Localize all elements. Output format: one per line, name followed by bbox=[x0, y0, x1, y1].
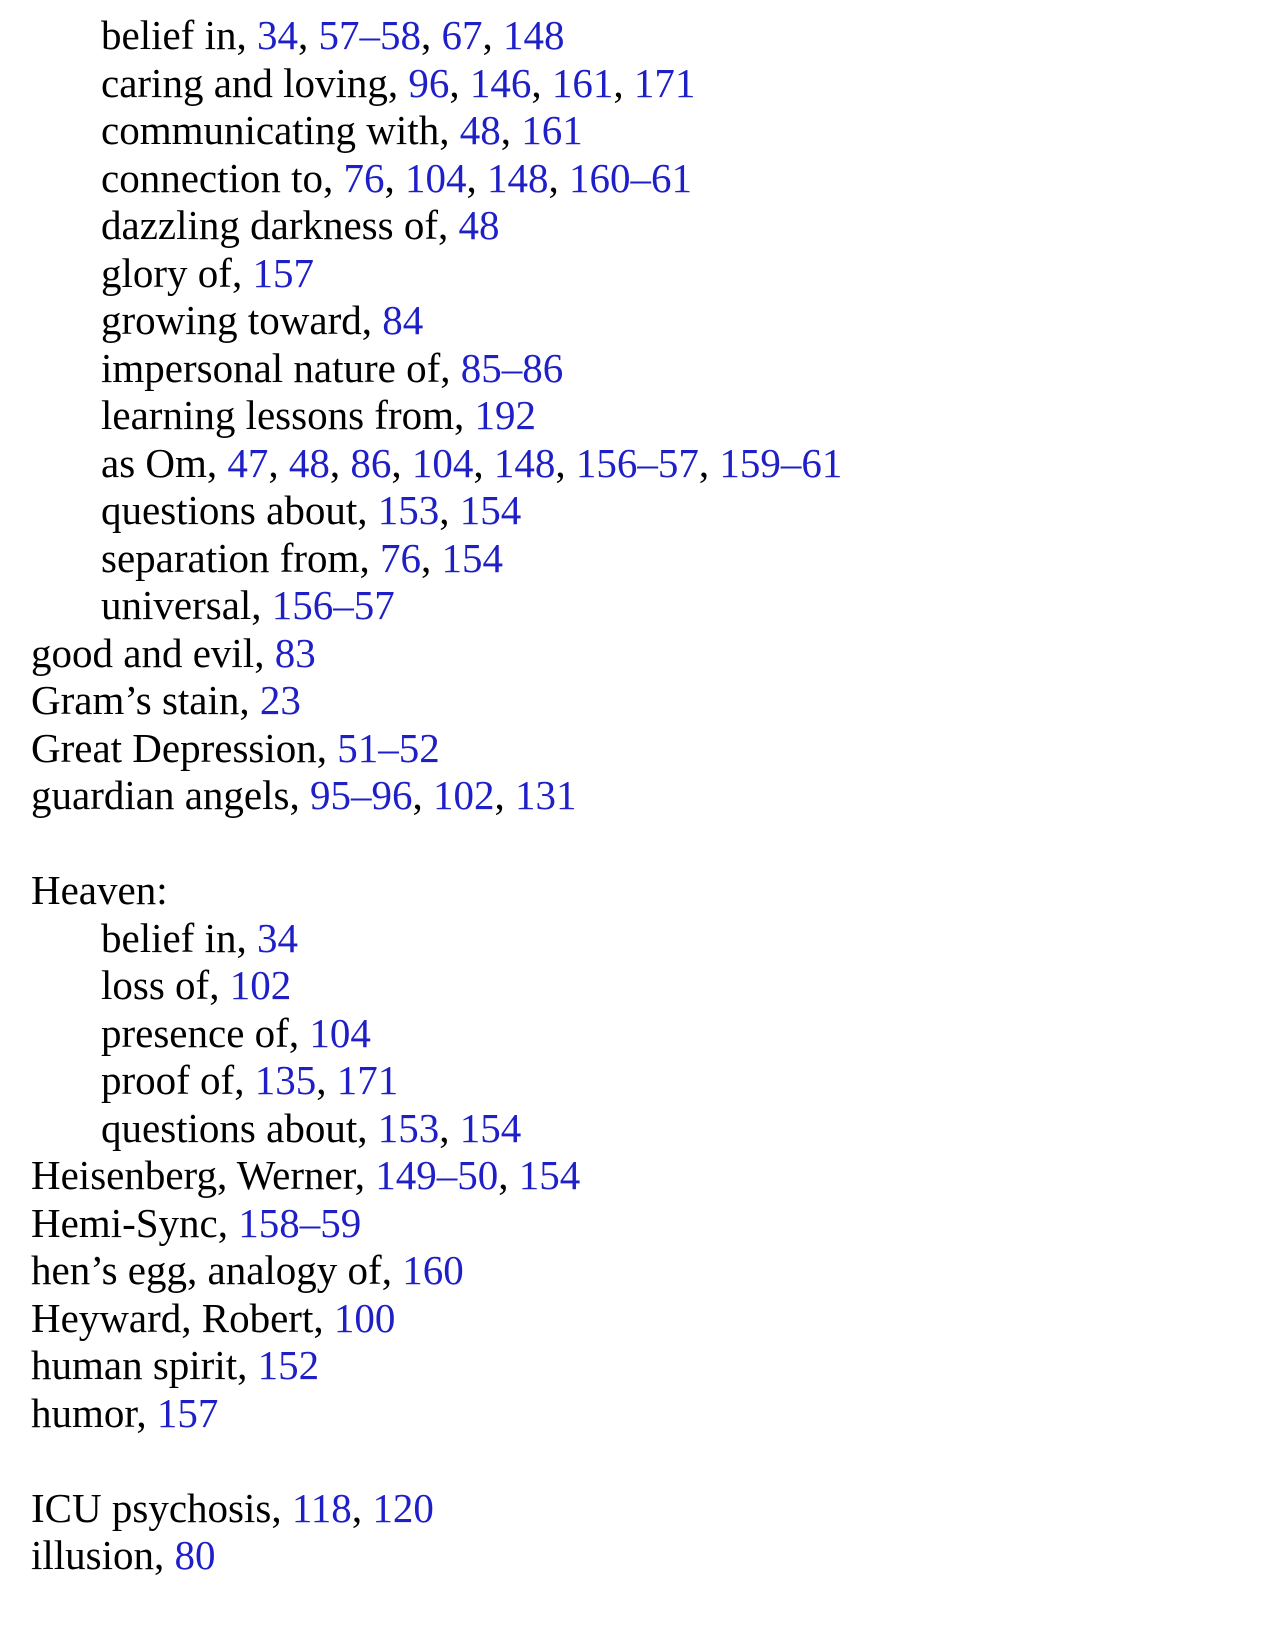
page-link[interactable]: 160–61 bbox=[569, 154, 693, 201]
page-link[interactable]: 156–57 bbox=[271, 582, 395, 628]
page-link[interactable]: 148 bbox=[493, 439, 556, 486]
index-subentry: loss of, 102 bbox=[101, 962, 292, 1008]
index-term: good and evil bbox=[31, 629, 255, 676]
page-link[interactable]: 154 bbox=[459, 487, 522, 533]
index-term: caring and loving bbox=[101, 59, 388, 106]
index-term: illusion bbox=[31, 1532, 155, 1578]
page-link[interactable]: 47 bbox=[227, 439, 269, 486]
page-link[interactable]: 34 bbox=[256, 914, 298, 961]
index-term: Hemi-Sync bbox=[31, 1199, 218, 1246]
index-subentry: proof of, 135, 171 bbox=[101, 1057, 399, 1103]
index-subentry: communicating with, 48, 161 bbox=[101, 107, 583, 153]
index-term: hen’s egg, analogy of bbox=[31, 1247, 382, 1293]
page-link[interactable]: 156–57 bbox=[575, 439, 699, 486]
page-link[interactable]: 104 bbox=[309, 1009, 371, 1056]
index-entry: Heyward, Robert, 100 bbox=[31, 1294, 396, 1341]
index-term: human spirit bbox=[31, 1342, 238, 1388]
index-term: presence of bbox=[101, 1009, 289, 1056]
page-link[interactable]: 153 bbox=[377, 487, 440, 533]
page-link[interactable]: 148 bbox=[487, 154, 549, 201]
index-term: guardian angels bbox=[31, 772, 290, 818]
index-subentry: questions about, 153, 154 bbox=[101, 487, 522, 533]
page-link[interactable]: 57–58 bbox=[318, 12, 421, 58]
page-link[interactable]: 192 bbox=[474, 392, 536, 438]
page-link[interactable]: 104 bbox=[411, 439, 474, 486]
index-entry: ICU psychosis, 118, 120 bbox=[31, 1484, 434, 1531]
index-term: belief in bbox=[101, 914, 237, 961]
index-term: Gram’s stain bbox=[31, 677, 240, 723]
page-link[interactable]: 83 bbox=[274, 629, 316, 676]
index-subentry: glory of, 157 bbox=[101, 249, 314, 296]
page-link[interactable]: 85–86 bbox=[460, 344, 564, 391]
page-link[interactable]: 76 bbox=[379, 534, 421, 581]
page-link[interactable]: 161 bbox=[551, 59, 614, 106]
index-entry: humor, 157 bbox=[31, 1389, 219, 1436]
index-entry: hen’s egg, analogy of, 160 bbox=[31, 1247, 464, 1293]
index-term: proof of bbox=[101, 1057, 235, 1103]
page-link[interactable]: 171 bbox=[336, 1057, 399, 1103]
page-link[interactable]: 102 bbox=[432, 772, 495, 818]
page-link[interactable]: 135 bbox=[254, 1057, 317, 1103]
page-link[interactable]: 154 bbox=[441, 534, 503, 581]
page-link[interactable]: 159–61 bbox=[719, 439, 843, 486]
index-entry: Gram’s stain, 23 bbox=[31, 677, 301, 723]
page-link[interactable]: 100 bbox=[333, 1294, 396, 1341]
page-link[interactable]: 48 bbox=[458, 202, 500, 248]
index-term: belief in bbox=[101, 12, 237, 58]
index-subentry: caring and loving, 96, 146, 161, 171 bbox=[101, 59, 696, 106]
page-link[interactable]: 152 bbox=[257, 1342, 320, 1388]
index-entry: Hemi-Sync, 158–59 bbox=[31, 1199, 362, 1246]
index-term: growing toward bbox=[101, 297, 362, 343]
index-term: Heaven: bbox=[31, 867, 168, 913]
index-subentry: as Om, 47, 48, 86, 104, 148, 156–57, 159–61 bbox=[101, 439, 843, 486]
index-subentry: belief in, 34, 57–58, 67, 148 bbox=[101, 12, 565, 58]
index-subentry: connection to, 76, 104, 148, 160–61 bbox=[101, 154, 693, 201]
page-link[interactable]: 104 bbox=[405, 154, 467, 201]
index-entry: human spirit, 152 bbox=[31, 1342, 320, 1388]
page-link[interactable]: 131 bbox=[514, 772, 577, 818]
index-term: ICU psychosis bbox=[31, 1484, 272, 1531]
index-entry bbox=[0, 867, 1275, 915]
index-entry: guardian angels, 95–96, 102, 131 bbox=[31, 772, 577, 818]
page-link[interactable]: 67 bbox=[441, 12, 483, 58]
page-link[interactable]: 96 bbox=[408, 59, 450, 106]
page-link[interactable]: 171 bbox=[633, 59, 696, 106]
page-link[interactable]: 161 bbox=[521, 107, 583, 153]
index-entry: good and evil, 83 bbox=[31, 629, 316, 676]
page-link[interactable]: 118 bbox=[291, 1484, 352, 1531]
index-spacer bbox=[0, 1437, 1275, 1485]
index-term: dazzling darkness of bbox=[101, 202, 438, 248]
page-link[interactable]: 153 bbox=[377, 1104, 440, 1151]
index-term: universal bbox=[101, 582, 252, 628]
page-link[interactable]: 120 bbox=[372, 1484, 434, 1531]
index-subentry: separation from, 76, 154 bbox=[101, 534, 503, 581]
page-link[interactable]: 48 bbox=[459, 107, 501, 153]
index-subentry: universal, 156–57 bbox=[101, 582, 395, 628]
page-link[interactable]: 149–50 bbox=[375, 1152, 499, 1198]
index-term: Great Depression bbox=[31, 724, 317, 771]
page-link[interactable]: 80 bbox=[174, 1532, 216, 1578]
index-entry: illusion, 80 bbox=[31, 1532, 216, 1578]
page-link[interactable]: 86 bbox=[350, 439, 392, 486]
page-link[interactable]: 51–52 bbox=[337, 724, 440, 771]
page-link[interactable]: 148 bbox=[502, 12, 565, 58]
index-term: separation from bbox=[101, 534, 360, 581]
index-term: glory of bbox=[101, 249, 232, 296]
index-entry: Great Depression, 51–52 bbox=[31, 724, 440, 771]
index-term: communicating with bbox=[101, 107, 440, 153]
index-page bbox=[0, 12, 1275, 1580]
index-subentry: impersonal nature of, 85–86 bbox=[101, 344, 564, 391]
index-term: Heyward, Robert bbox=[31, 1294, 314, 1341]
index-term: learning lessons from bbox=[101, 392, 454, 438]
index-subentry: growing toward, 84 bbox=[101, 297, 424, 343]
index-term: humor bbox=[31, 1389, 137, 1436]
page-link[interactable]: 48 bbox=[288, 439, 330, 486]
index-term: connection to bbox=[101, 154, 324, 201]
index-term: questions about bbox=[101, 1104, 358, 1151]
index-term: questions about bbox=[101, 487, 358, 533]
index-term: impersonal nature of bbox=[101, 344, 441, 391]
page-link[interactable]: 157 bbox=[252, 249, 314, 296]
page-link[interactable]: 154 bbox=[518, 1152, 581, 1198]
page-link[interactable]: 76 bbox=[343, 154, 385, 201]
page-link[interactable]: 154 bbox=[459, 1104, 522, 1151]
index-subentry: belief in, 34 bbox=[101, 914, 298, 961]
index-entry: Heisenberg, Werner, 149–50, 154 bbox=[31, 1152, 581, 1198]
index-subentry: learning lessons from, 192 bbox=[101, 392, 536, 438]
page-link[interactable]: 146 bbox=[469, 59, 532, 106]
page-link[interactable]: 102 bbox=[229, 962, 292, 1008]
page-link[interactable]: 157 bbox=[156, 1389, 219, 1436]
index-term: as Om bbox=[101, 439, 207, 486]
index-subentry: presence of, 104 bbox=[101, 1009, 371, 1056]
index-spacer bbox=[0, 820, 1275, 868]
page-link[interactable]: 23 bbox=[259, 677, 301, 723]
page-link[interactable]: 95–96 bbox=[309, 772, 413, 818]
page-link[interactable]: 34 bbox=[256, 12, 298, 58]
page-link[interactable]: 160 bbox=[402, 1247, 464, 1293]
page-link[interactable]: 158–59 bbox=[238, 1199, 362, 1246]
page-link[interactable]: 84 bbox=[382, 297, 424, 343]
index-subentry: questions about, 153, 154 bbox=[101, 1104, 522, 1151]
index-subentry: dazzling darkness of, 48 bbox=[101, 202, 500, 248]
index-term: loss of bbox=[101, 962, 210, 1008]
index-term: Heisenberg, Werner bbox=[31, 1152, 355, 1198]
